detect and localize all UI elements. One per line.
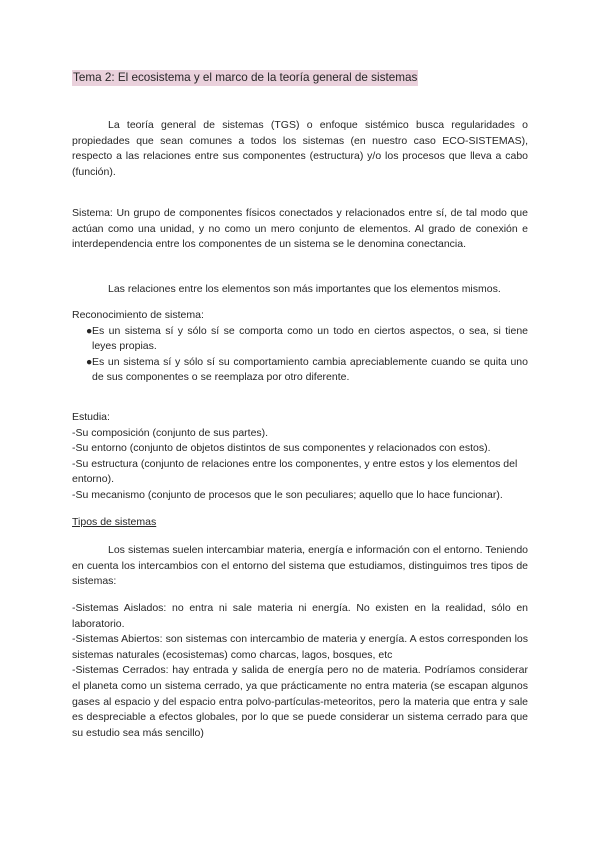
relaciones-paragraph: Las relaciones entre los elementos son más importantes que los elementos mismos. bbox=[108, 283, 501, 295]
estudia-section bbox=[72, 410, 528, 504]
estudia-heading: Estudia: bbox=[72, 411, 110, 423]
tipo-abiertos: -Sistemas Abiertos: son sistemas con intercambio de materia y energía. A estos corresponden los sistemas naturales (ecosistemas) como charcas, lagos, bosques, etc bbox=[72, 633, 528, 661]
reconocimiento-heading: Reconocimiento de sistema: bbox=[72, 309, 204, 321]
bullet-icon: ● bbox=[86, 324, 93, 337]
intro-paragraph: La teoría general de sistemas (TGS) o enfoque sistémico busca regularidades o propiedades que sean comunes a todos los sistemas (en nuestro caso ECO-SISTEMAS), respecto a las relaciones entre sus componentes (estructura) y/o los procesos que lleva a cabo (función). bbox=[72, 119, 528, 178]
bullet-icon: ● bbox=[86, 355, 93, 368]
estudia-line: -Su estructura (conjunto de relaciones entre los componentes, y entre estos y los elementos del entorno). bbox=[72, 457, 518, 486]
tipos-heading: Tipos de sistemas bbox=[72, 516, 157, 528]
tipos-intro: Los sistemas suelen intercambiar materia, energía e información con el entorno. Teniendo en cuenta los intercambios con el entorno del sistema que estudiamos, distinguimos tres tipos de sistemas: bbox=[72, 544, 528, 588]
sistema-definition: Sistema: Un grupo de componentes físicos conectados y relacionados entre sí, de tal modo que actúan como una unidad, y no como un mero conjunto de elementos. Al grado de conexión e interdependencia entre los componentes de un sistema se le denomina conectancia. bbox=[72, 207, 528, 251]
tipo-aislados: -Sistemas Aislados: no entra ni sale materia ni energía. No existen en la realidad, sólo en laboratorio. bbox=[72, 602, 528, 630]
reconocimiento-list bbox=[72, 324, 528, 386]
tipos-list bbox=[72, 601, 528, 741]
estudia-line: -Su entorno (conjunto de objetos distintos de sus componentes y relacionados con estos). bbox=[72, 442, 491, 455]
tipo-cerrados: -Sistemas Cerrados: hay entrada y salida de energía pero no de materia. Podríamos considerar el planeta como un sistema cerrado, ya que prácticamente no entra materia (se escapan algunos gases al espacio y del espacio entra polvo-partículas-meteoritos, pero la materia que entra y sale es despreciable a efectos globales, por lo que se puede considerar un sistema cerrado para que su estudio sea más sencillo) bbox=[72, 664, 528, 739]
list-item: ● Es un sistema sí y sólo sí su comportamiento cambia apreciablemente cuando se quita uno de sus componentes o se reemplaza por otro diferente. bbox=[86, 355, 528, 384]
reconocimiento-section bbox=[72, 308, 528, 386]
estudia-line: -Su composición (conjunto de sus partes). bbox=[72, 426, 269, 439]
list-item: ● Es un sistema sí y sólo sí se comporta como un todo en ciertos aspectos, o sea, si tiene leyes propias. bbox=[86, 324, 528, 353]
page-title: Tema 2: El ecosistema y el marco de la teoría general de sistemas bbox=[73, 71, 418, 84]
estudia-line: -Su mecanismo (conjunto de procesos que le son peculiares; aquello que lo hace funcionar). bbox=[72, 488, 503, 501]
